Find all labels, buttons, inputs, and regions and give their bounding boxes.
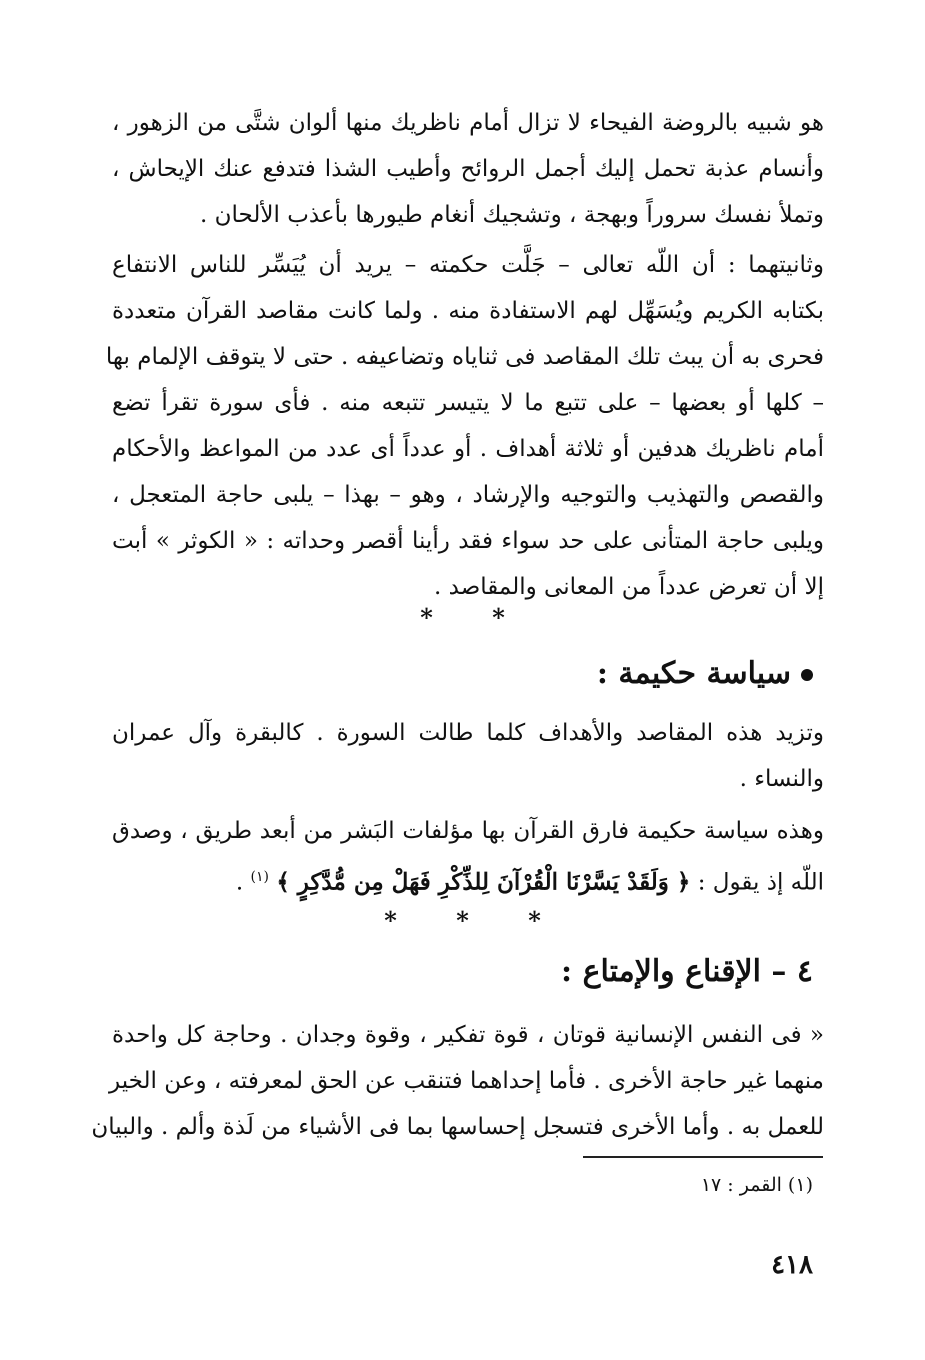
section-heading-text: سياسة حكيمة : (596, 656, 791, 691)
page-number: ٤١٨ (771, 1250, 813, 1280)
quote-intro: اللّه إذ يقول : (697, 869, 824, 896)
text-line: فحرى به أن يبث تلك المقاصد فى ثناياه وتضاعيفه . حتى لا يتوقف الإلمام بها (105, 344, 824, 370)
paragraph (112, 710, 824, 802)
text-line: وتزيد هذه المقاصد والأهداف كلما طالت السورة . كالبقرة وآل عمران (112, 720, 824, 746)
text-line: – كلها أو بعضها – على تتبع ما لا يتيسر تتبعه منه . فأى سورة تقرأ تضع (112, 390, 824, 416)
text-line: بكتابه الكريم ويُسَهِّل لهم الاستفادة منه . ولما كانت مقاصد القرآن متعددة (112, 298, 824, 324)
text-line: والنساء . (739, 766, 824, 792)
text-line: أمام ناظريك هدفين أو ثلاثة أهداف . أو عدداً أى عدد من المواعظ والأحكام (112, 436, 824, 462)
footnote: (١) القمر : ١٧ (700, 1174, 813, 1196)
text-line: منهما غير حاجة الأخرى . فأما إحداهما فتنقب عن الحق لمعرفته ، وعن الخير (109, 1068, 824, 1094)
asterisk: * (384, 906, 397, 935)
paragraph (112, 808, 824, 900)
section-heading (597, 656, 813, 691)
text-line: وثانيتهما : أن اللّه تعالى – جَلَّت حكمته – يريد أن يُيَسِّر للناس الانتفاع (112, 252, 824, 278)
asterisk: * (456, 906, 469, 935)
asterisk: * (492, 603, 505, 632)
section-separator (0, 906, 925, 935)
text-line: والقصص والتهذيب والتوجيه والإرشاد ، وهو – بهذا – يلبى حاجة المتعجل ، (112, 482, 824, 508)
text-line: وهذه سياسة حكيمة فارق القرآن بها مؤلفات البَشر من أبعد طريق ، وصدق (112, 818, 824, 844)
text-line: وأنسام عذبة تحمل إليك أجمل الروائح وأطيب الشذا فتدفع عنك الإيحاش ، (112, 156, 824, 182)
text-line: ويلبى حاجة المتأنى على حد سواء فقد رأينا أقصر وحداته : « الكوثر » أبت (112, 528, 824, 554)
text-line: « فى النفس الإنسانية قوتان ، قوة تفكير ، وقوة وجدان . وحاجة كل واحدة (112, 1022, 824, 1048)
text-line: هو شبيه بالروضة الفيحاء لا تزال أمام ناظريك منها ألوان شتَّى من الزهور ، (112, 110, 824, 136)
text-line: للعمل به . وأما الأخرى فتسجل إحساسها بما فى الأشياء من لَذة وألم . والبيان (91, 1114, 824, 1140)
bullet-icon (801, 669, 813, 681)
footnote-divider (583, 1156, 823, 1158)
text-line (112, 854, 824, 900)
section-heading (561, 954, 813, 989)
asterisk: * (528, 906, 541, 935)
paragraph (91, 1012, 824, 1150)
section-heading-text: ٤ – الإقناع والإمتاع : (561, 954, 813, 989)
text-line: وتملأ نفسك سروراً وبهجة ، وتشجيك أنغام طيورها بأعذب الألحان . (200, 202, 824, 228)
section-separator (0, 603, 925, 632)
text-line: إلا أن تعرض عدداً من المعانى والمقاصد . (434, 574, 824, 600)
footnote-marker: (١) (250, 869, 269, 885)
quran-verse: ﴿ وَلَقَدْ يَسَّرْنَا الْقُرْآنَ لِلذِّكْرِ فَهَلْ مِن مُّدَّكِرٍ ﴾ (276, 868, 691, 896)
paragraph (112, 100, 824, 238)
sentence-end: . (235, 869, 244, 896)
asterisk: * (420, 603, 433, 632)
paragraph (105, 242, 824, 610)
